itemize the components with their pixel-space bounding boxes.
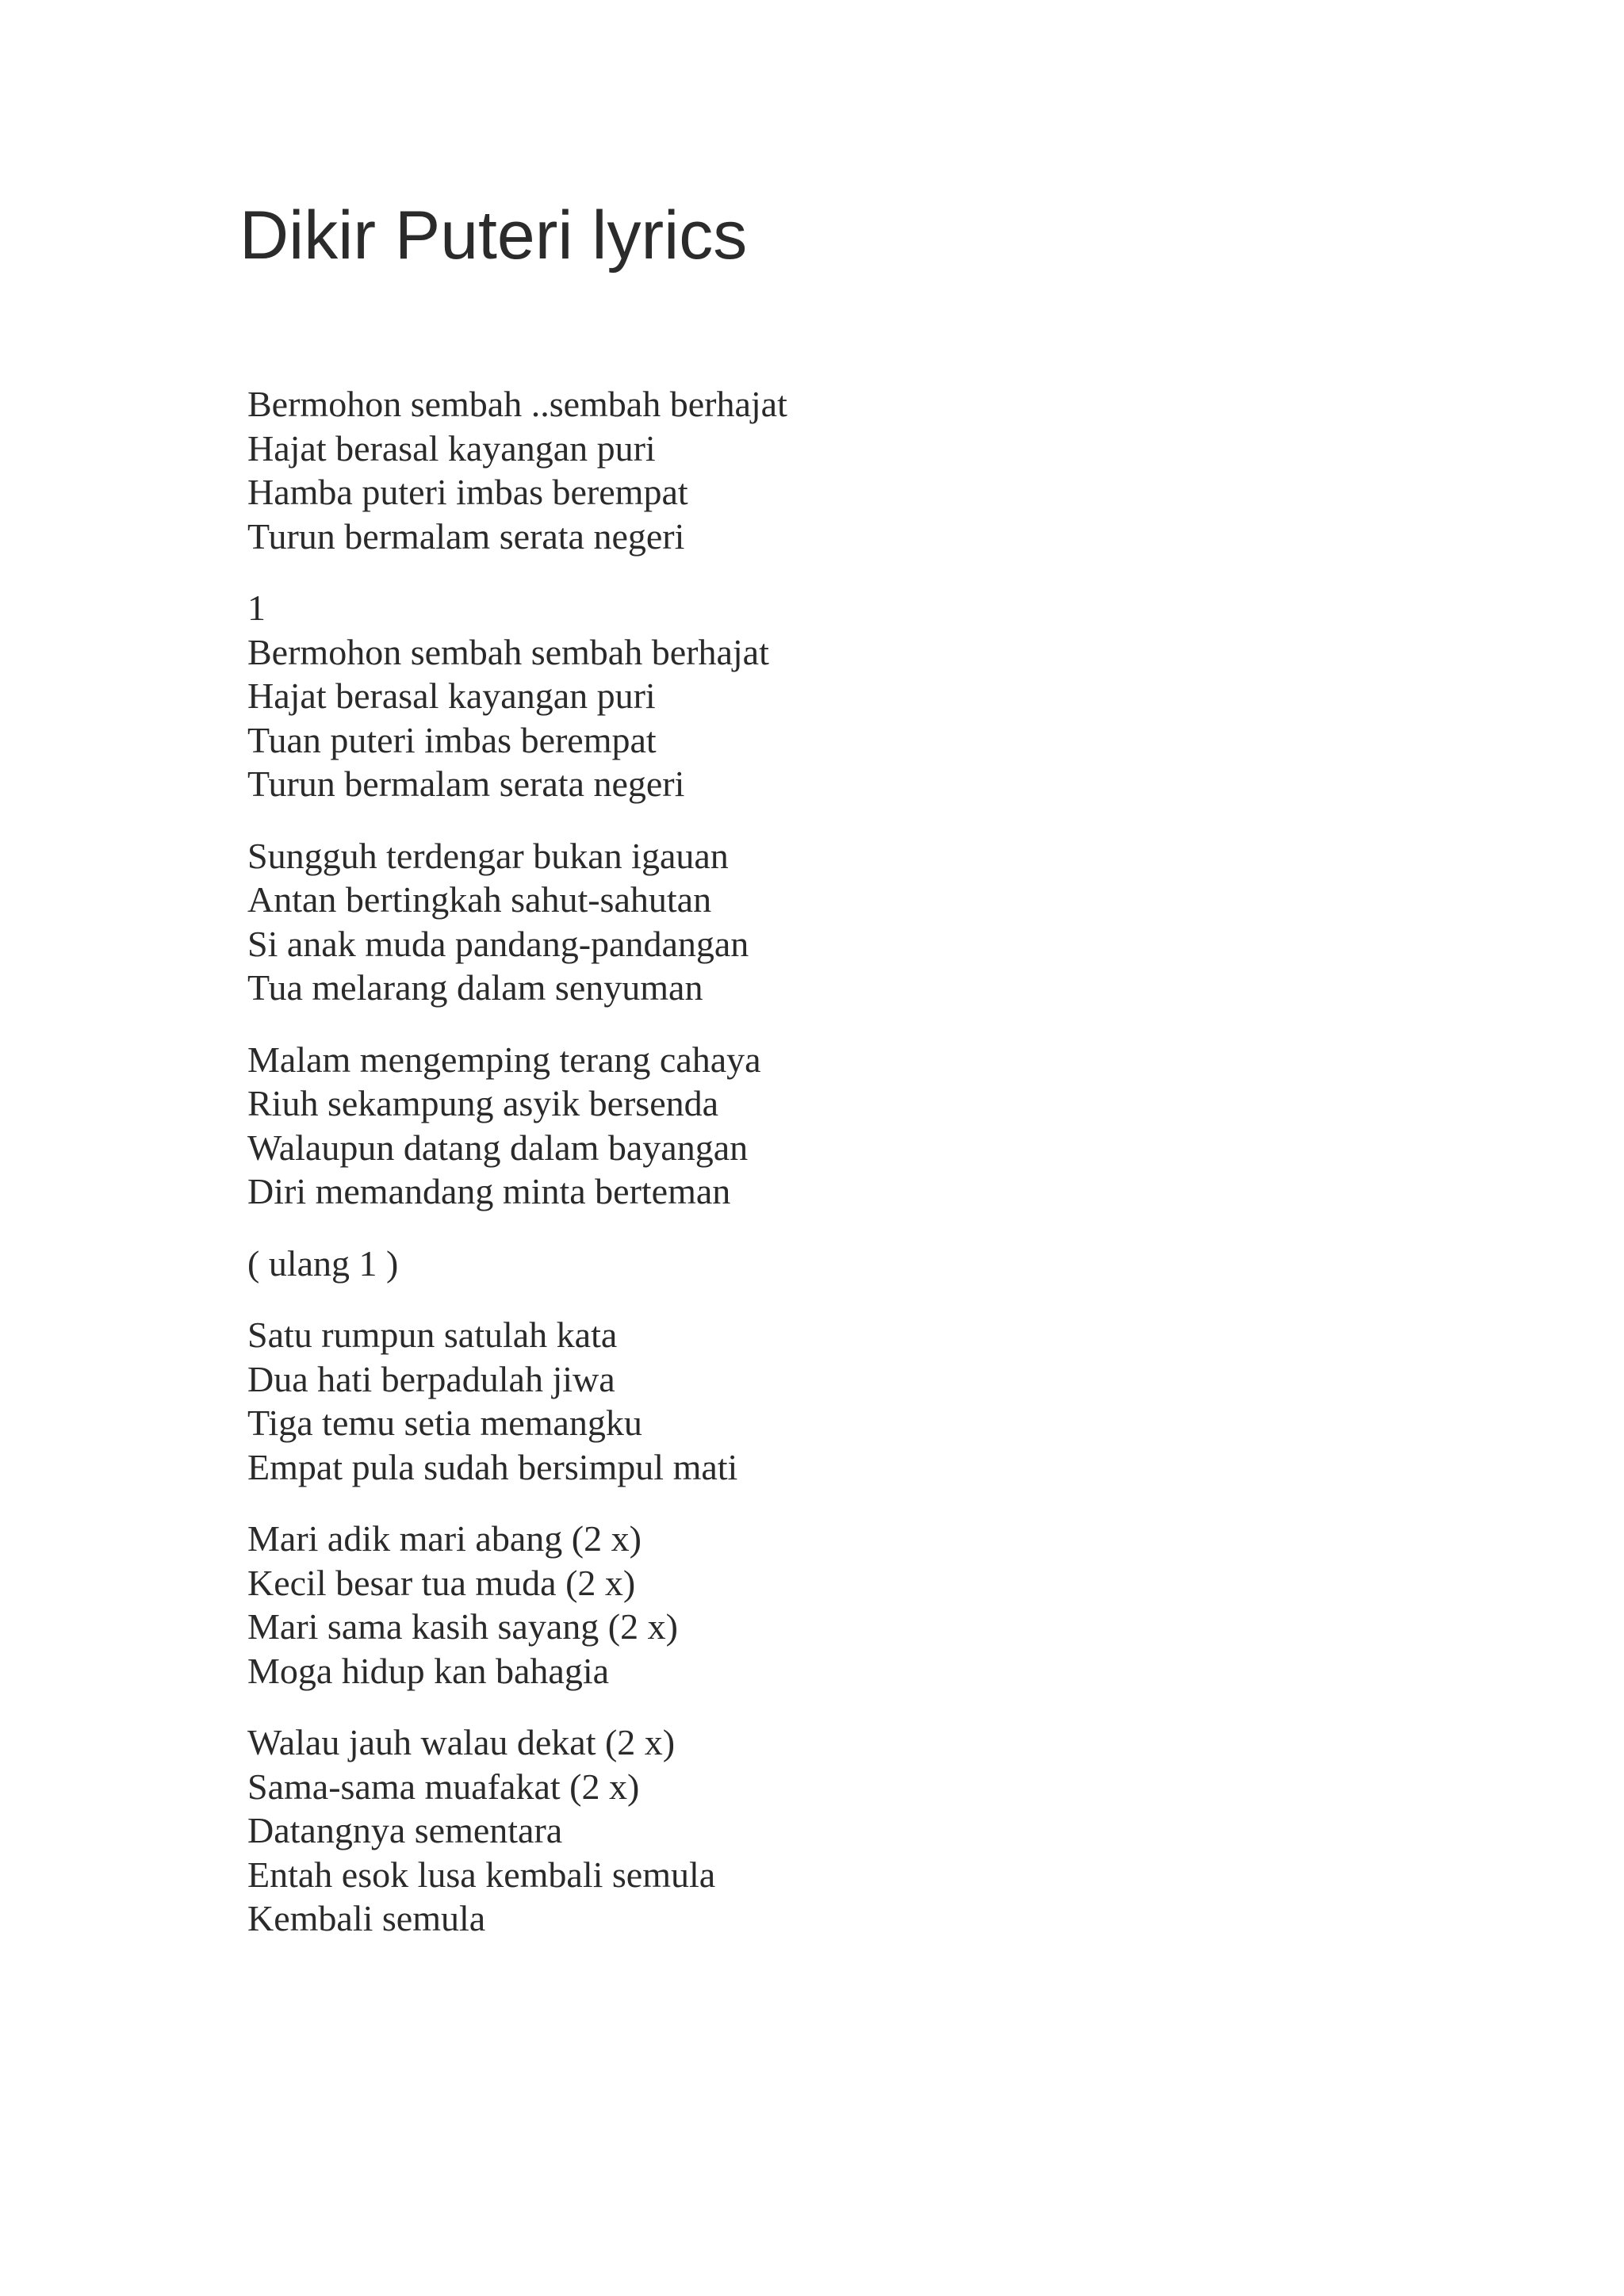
lyric-line: Turun bermalam serata negeri — [247, 515, 685, 557]
lyric-line: Walau jauh walau dekat (2 x) — [247, 1722, 676, 1762]
lyric-line: Tiga temu setia memangku — [247, 1402, 642, 1443]
lyric-line: Mari sama kasih sayang (2 x) — [247, 1606, 678, 1647]
lyric-line: Dua hati berpadulah jiwa — [247, 1358, 615, 1399]
stanza — [247, 1038, 1437, 1214]
lyric-line: Riuh sekampung asyik bersenda — [247, 1083, 719, 1123]
lyric-line: Empat pula sudah bersimpul mati — [247, 1446, 738, 1487]
stanza — [247, 834, 1437, 1010]
stanza — [247, 1720, 1437, 1941]
stanza — [247, 382, 1437, 558]
lyric-line: Moga hidup kan bahagia — [247, 1650, 610, 1691]
lyric-line: Sungguh terdengar bukan igauan — [247, 835, 729, 876]
lyric-line: Tua melarang dalam senyuman — [247, 967, 703, 1008]
lyric-line: Hajat berasal kayangan puri — [247, 427, 656, 469]
lyric-line: Si anak muda pandang-pandangan — [247, 923, 749, 964]
lyric-line: Hamba puteri imbas berempat — [247, 472, 688, 512]
lyric-line: Entah esok lusa kembali semula — [247, 1854, 716, 1895]
lyrics-body — [247, 382, 1437, 1969]
lyric-line: Tuan puteri imbas berempat — [247, 719, 657, 760]
stanza — [247, 586, 1437, 806]
lyric-line: Malam mengemping terang cahaya — [247, 1039, 761, 1080]
lyric-line: Kembali semula — [247, 1898, 486, 1938]
lyric-line: Satu rumpun satulah kata — [247, 1314, 618, 1355]
lyric-line: Turun bermalam serata negeri — [247, 763, 685, 804]
lyric-line: 1 — [247, 587, 266, 628]
lyric-line: Walaupun datang dalam bayangan — [247, 1127, 749, 1168]
stanza — [247, 1313, 1437, 1489]
stanza — [247, 1242, 1437, 1286]
lyric-line: Hajat berasal kayangan puri — [247, 675, 656, 716]
lyric-line: Kecil besar tua muda (2 x) — [247, 1562, 636, 1603]
lyric-line: Mari adik mari abang (2 x) — [247, 1518, 642, 1559]
lyric-line: Sama-sama muafakat (2 x) — [247, 1766, 640, 1807]
document-title: Dikir Puteri lyrics — [239, 197, 748, 274]
lyric-line: Datangnya sementara — [247, 1810, 563, 1850]
lyric-line: Antan bertingkah sahut-sahutan — [247, 879, 712, 920]
stanza — [247, 1517, 1437, 1693]
lyric-line: Bermohon sembah ..sembah berhajat — [247, 384, 787, 424]
lyric-line: ( ulang 1 ) — [247, 1242, 399, 1284]
lyric-line: Bermohon sembah sembah berhajat — [247, 631, 769, 672]
lyric-line: Diri memandang minta berteman — [247, 1171, 731, 1211]
